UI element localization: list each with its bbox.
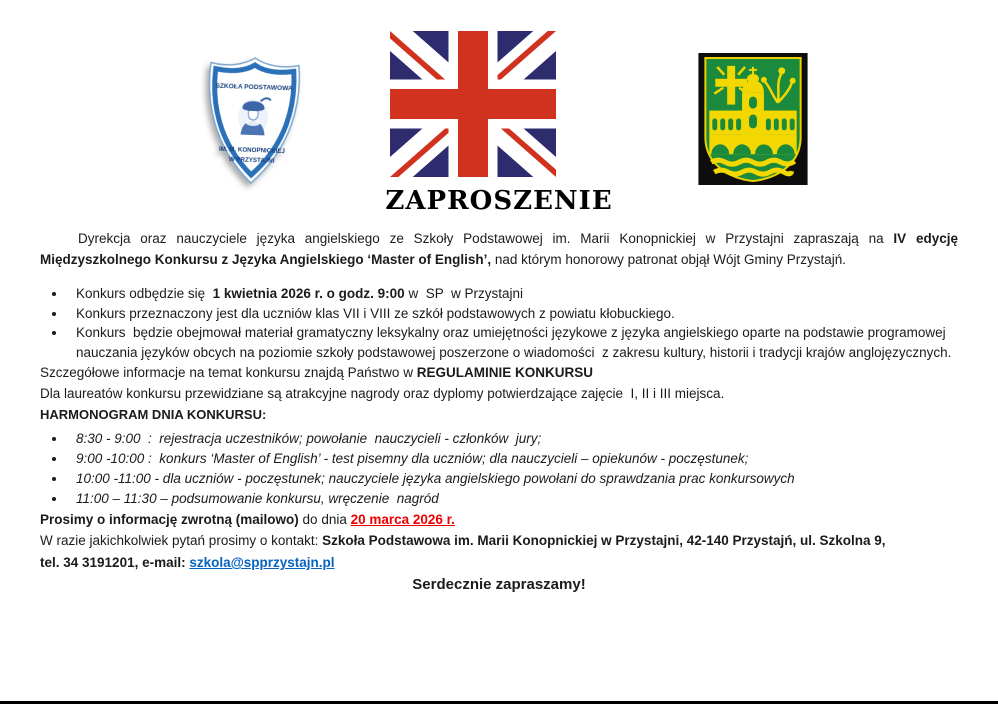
schedule-item-text: 8:30 - 9:00 : rejestracja uczestników; powołanie nauczycieli - członków jury; bbox=[76, 431, 542, 446]
details-text: Szczegółowe informacje na temat konkursu znajdą Państwo w bbox=[40, 365, 417, 380]
document-body bbox=[40, 228, 958, 595]
bullet-text: w SP w Przystajni bbox=[404, 286, 523, 301]
list-item bbox=[67, 304, 958, 324]
reply-paragraph bbox=[40, 509, 958, 530]
schedule-heading: HARMONOGRAM DNIA KONKURSU: bbox=[40, 407, 267, 422]
page-title: ZAPROSZENIE bbox=[385, 186, 613, 216]
reply-request: Prosimy o informację zwrotną (mailowo) bbox=[40, 512, 299, 527]
competition-date: 1 kwietnia 2026 r. o godz. 9:00 bbox=[212, 286, 405, 301]
info-bullet-list bbox=[40, 284, 958, 362]
competition-name: IV edycję Międzyszkolnego Konkursu z Języka Angielskiego ‘Master of English’, bbox=[40, 231, 958, 267]
schedule-list bbox=[40, 429, 958, 509]
school-phone: tel. 34 3191201, e-mail: bbox=[40, 555, 190, 570]
uk-flag bbox=[390, 31, 556, 177]
prizes-paragraph: Dla laureatów konkursu przewidziane są atrakcyjne nagrody oraz dyplomy potwierdzające zajęcie I, II i III miejsca. bbox=[40, 386, 725, 401]
reply-text: do dnia bbox=[298, 512, 351, 527]
list-item bbox=[67, 323, 958, 362]
intro-text: Dyrekcja oraz nauczyciele języka angielskiego ze Szkoły Podstawowej im. Marii Konopnickiej w Przystajni zapraszają na bbox=[78, 231, 894, 246]
details-paragraph bbox=[40, 362, 958, 383]
page-bottom-border bbox=[0, 701, 998, 704]
list-item bbox=[67, 489, 958, 509]
list-item bbox=[67, 429, 958, 449]
przystajn-crest bbox=[698, 53, 808, 185]
contact-paragraph bbox=[40, 530, 958, 574]
list-item bbox=[67, 449, 958, 469]
bullet-text: Konkurs będzie obejmował materiał gramatyczny leksykalny oraz umiejętności językowe z języka angielskiego oparte na podstawie programowej nauczania języków obcych na poziomie szkoły podstawowej poszerzone o wiadomości z zakresu kultury, historii i tradycji krajów anglojęzycznych. bbox=[76, 325, 952, 360]
closing-text: Serdecznie zapraszamy! bbox=[412, 576, 586, 593]
przystajn-crest-image bbox=[698, 53, 808, 185]
school-name-text: SZKOŁA PODSTAWOWA bbox=[215, 82, 293, 93]
list-item bbox=[67, 284, 958, 304]
schedule-item-text: 11:00 – 11:30 – podsumowanie konkursu, wręczenie nagród bbox=[76, 491, 439, 506]
email-link[interactable]: szkola@spprzystajn.pl bbox=[189, 555, 335, 570]
school-town-text: W PRZYSTAJNI bbox=[228, 156, 275, 165]
bullet-text: Konkurs przeznaczony jest dla uczniów klas VII i VIII ze szkół podstawowych z powiatu kłobuckiego. bbox=[76, 305, 675, 321]
regulations-reference: REGULAMINIE KONKURSU bbox=[416, 365, 593, 380]
list-item bbox=[67, 469, 958, 489]
uk-flag-image bbox=[390, 31, 556, 177]
deadline-date: 20 marca 2026 r. bbox=[350, 512, 455, 527]
school-logo bbox=[200, 55, 306, 187]
schedule-item-text: 9:00 -10:00 : konkurs ‘Master of English’ - test pisemny dla uczniów; dla nauczycieli – opiekunów - poczęstunek; bbox=[76, 451, 749, 466]
schedule-item-text: 10:00 -11:00 - dla uczniów - poczęstunek; nauczyciele języka angielskiego powołani do sprawdzania prac konkursowych bbox=[76, 471, 795, 486]
intro-paragraph bbox=[40, 228, 958, 270]
bullet-text: Konkurs odbędzie się bbox=[76, 286, 213, 301]
crest-bridge bbox=[709, 134, 796, 154]
school-logo-image bbox=[198, 53, 309, 189]
contact-text: W razie jakichkolwiek pytań prosimy o kontakt: bbox=[40, 533, 323, 548]
school-address: Szkoła Podstawowa im. Marii Konopnickiej w Przystajni, 42-140 Przystajń, ul. Szkolna 9, bbox=[322, 533, 886, 548]
intro-text-end: nad którym honorowy patronat objął Wójt Gminy Przystajń. bbox=[491, 252, 847, 267]
school-patron-text: IM. M. KONOPNICKIEJ bbox=[218, 145, 286, 156]
